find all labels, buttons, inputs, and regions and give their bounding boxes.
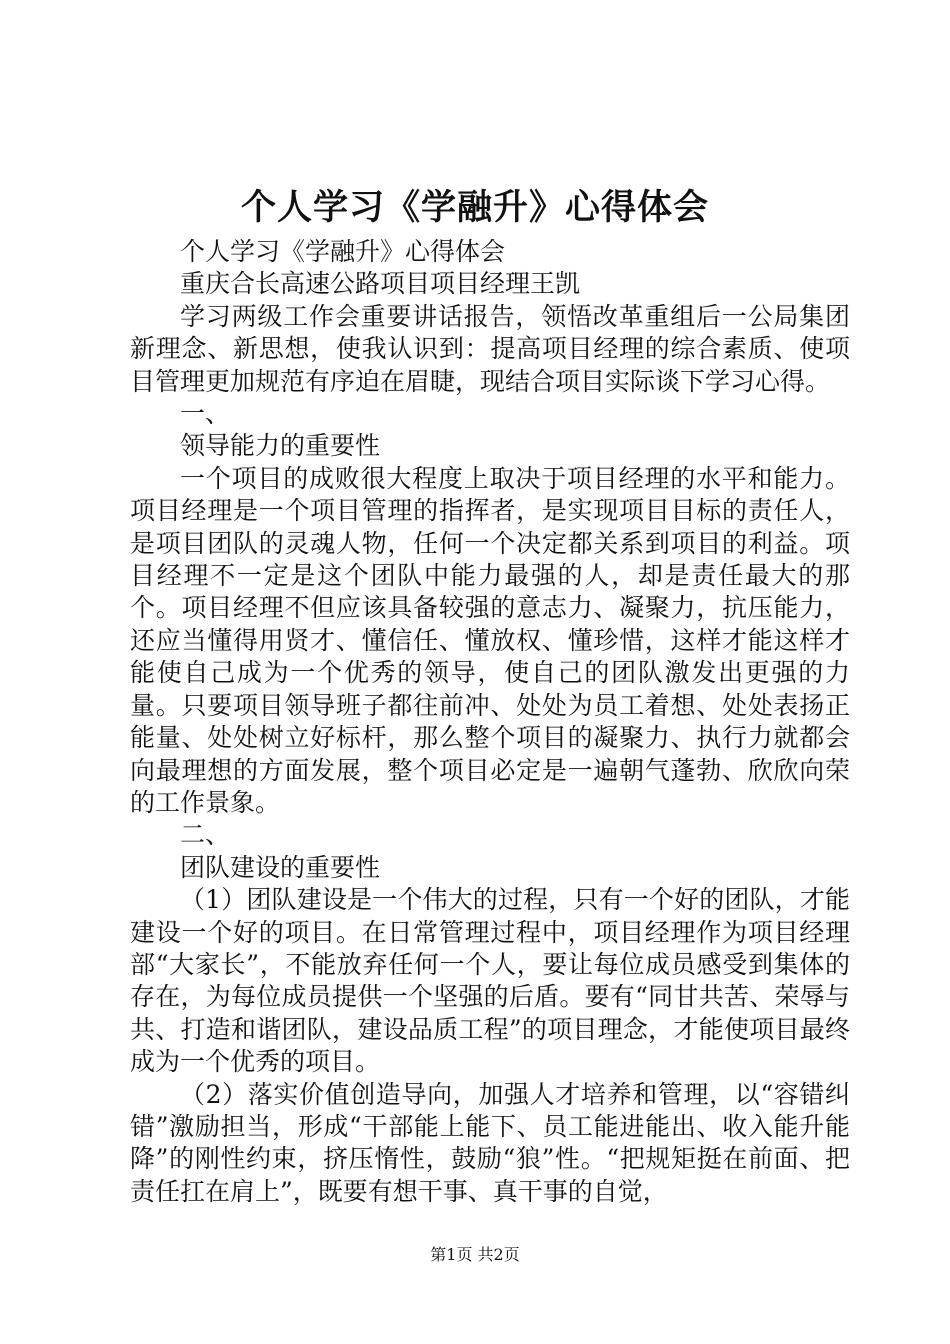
page-footer: 第1页 共2页 [430,1245,520,1264]
subtitle-paragraph: 个人学习《学融升》心得体会 [180,237,506,266]
section-heading-2: 团队建设的重要性 [180,852,381,882]
section-2-paragraph-2: （2）落实价值创造导向，加强人才培养和管理，以“容错纠错”激励担当，形成“干部能上能下、员工能进能出、收入能升能降”的刚性约束，挤压惰性，鼓励“狼”性。“把规矩挺在前面、把责任扛在肩上”，既要有想干事、真干事的自觉， [130,1079,850,1206]
author-paragraph: 重庆合长高速公路项目项目经理王凯 [180,269,581,299]
section-heading-1: 领导能力的重要性 [180,431,381,461]
section-number-1: 一、 [180,399,231,429]
section-1-paragraph: 一个项目的成败很大程度上取决于项目经理的水平和能力。项目经理是一个项目管理的指挥者，是实现项目目标的责任人，是项目团队的灵魂人物，任何一个决定都关系到项目的利益。项目经理不一定是这个团队中能力最强的人，却是责任最大的那个。项目经理不但应该具备较强的意志力、凝聚力，抗压能力，还应当懂得用贤才、懂信任、懂放权、懂珍惜，这样才能这样才能使自己成为一个优秀的领导，使自己的团队激发出更强的力量。只要项目领导班子都往前冲、处处为员工着想、处处表扬正能量、处处树立好标杆，那么整个项目的凝聚力、执行力就都会向最理想的方面发展，整个项目必定是一遍朝气蓬勃、欣欣向荣的工作景象。 [130,463,850,817]
intro-paragraph: 学习两级工作会重要讲话报告，领悟改革重组后一公局集团新理念、新思想，使我认识到：提高项目经理的综合素质、使项目管理更加规范有序迫在眉睫，现结合项目实际谈下学习心得。 [130,301,850,396]
section-2-paragraph-1: （1）团队建设是一个伟大的过程，只有一个好的团队，才能建设一个好的项目。在日常管理过程中，项目经理作为项目经理部“大家长”，不能放弃任何一个人，要让每位成员感受到集体的存在，为每位成员提供一个坚强的后盾。要有“同甘共苦、荣辱与共、打造和谐团队，建设品质工程”的项目理念，才能使项目最终成为一个优秀的项目。 [130,885,850,1077]
document-body [130,236,850,1208]
section-number-2: 二、 [180,820,231,850]
document-title: 个人学习《学融升》心得体会 [240,187,709,228]
